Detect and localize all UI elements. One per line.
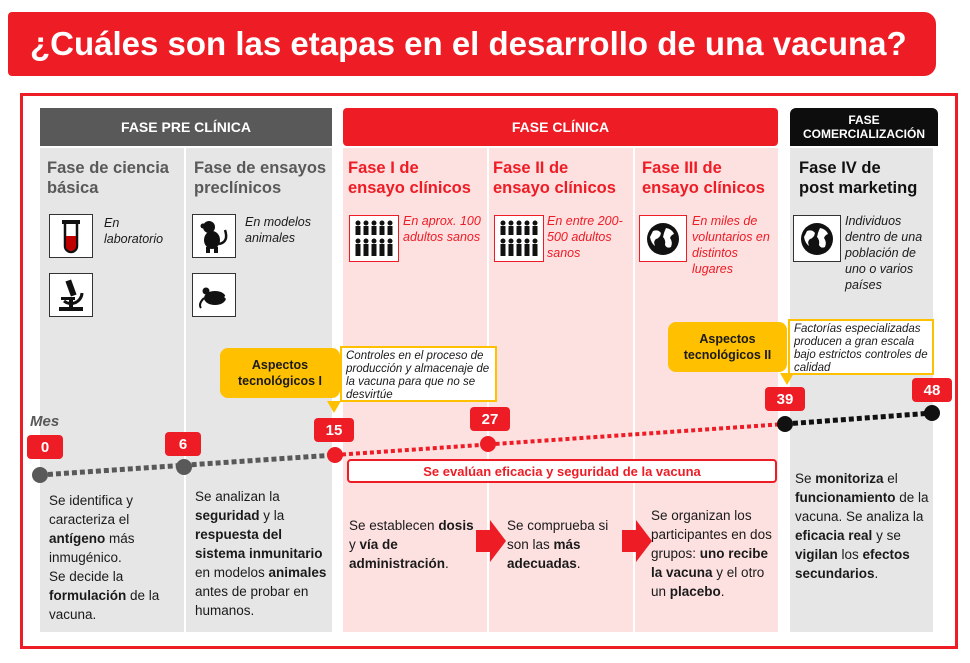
aspects-tech-1-callout: Aspectos tecnológicos I bbox=[220, 348, 340, 398]
month-badge: 48 bbox=[912, 378, 952, 402]
timeline-point bbox=[480, 436, 496, 452]
icon-note-basic-science: En laboratorio bbox=[104, 216, 164, 246]
aspects-tech-2-callout: Aspectos tecnológicos II bbox=[668, 322, 787, 372]
page-title: ¿Cuáles son las etapas en el desarrollo de una vacuna? bbox=[8, 12, 936, 76]
icon-note-phase-1: En aprox. 100 adultos sanos bbox=[403, 214, 481, 244]
phase-title-line: Fase III de bbox=[642, 159, 722, 177]
phase-title-line: post marketing bbox=[799, 179, 918, 197]
icon-note-phase-3: En miles de voluntarios en distintos lugares bbox=[692, 214, 770, 276]
phase-title-line: ensayo clínicos bbox=[493, 179, 616, 197]
header-clinical-phase: FASE CLÍNICA bbox=[343, 108, 778, 146]
month-badge: 27 bbox=[470, 407, 510, 431]
timeline-segment-clinical bbox=[335, 424, 785, 455]
phase-title-line: Fase de ensayos bbox=[194, 159, 327, 177]
timeline-point bbox=[327, 447, 343, 463]
timeline-point bbox=[924, 405, 940, 421]
phase-title-line: preclínicos bbox=[194, 179, 282, 197]
header-commercial-line-2: COMERCIALIZACIÓN bbox=[803, 127, 925, 141]
timeline-point bbox=[32, 467, 48, 483]
phase-title-line: Fase I de bbox=[348, 159, 419, 177]
aspects-tech-2-note: Factorías especializadas producen a gran escala bajo estrictos controles de calidad bbox=[788, 319, 934, 375]
phase-title-line: Fase de ciencia bbox=[47, 159, 169, 177]
phase-title-line: ensayo clínicos bbox=[348, 179, 471, 197]
description-phase-3: Se organizan los participantes en dos grupos: uno recibe la vacuna y el otro un placebo. bbox=[651, 508, 772, 599]
month-badge: 15 bbox=[314, 418, 354, 442]
header-commercial-line-1: FASE bbox=[848, 113, 880, 127]
phase-title-line: ensayo clínicos bbox=[642, 179, 765, 197]
month-badge: 0 bbox=[27, 435, 63, 459]
phase-title-line: Fase IV de bbox=[799, 159, 881, 177]
aspects-tech-1-note: Controles en el proceso de producción y almacenaje de la vacuna para que no se desvirtúe bbox=[340, 346, 497, 402]
phase-title-line: Fase II de bbox=[493, 159, 569, 177]
timeline-segment-commercial bbox=[785, 413, 932, 424]
month-badge: 39 bbox=[765, 387, 805, 411]
phase-title-line: básica bbox=[47, 179, 99, 197]
description-phase-1: Se establecen dosis y vía de administración. bbox=[349, 518, 474, 571]
description-phase-2: Se comprueba si son las más adecuadas. bbox=[507, 518, 609, 571]
description-preclinical: Se analizan la seguridad y la respuesta del sistema inmunitario en modelos animales antes de probar en humanos. bbox=[195, 489, 327, 618]
header-preclinical-phase: FASE PRE CLÍNICA bbox=[40, 108, 332, 146]
icon-note-preclinical: En modelos animales bbox=[245, 215, 312, 245]
description-phase-4: Se monitoriza el funcionamiento de la vacuna. Se analiza la eficacia real y se vigilan los efectos secundarios. bbox=[795, 471, 929, 581]
arrow-right-icon bbox=[622, 520, 652, 562]
timeline-label: Mes bbox=[30, 413, 60, 430]
description-basic-science: Se identifica y caracteriza el antígeno más inmugénico. Se decide la formulación de la vacuna. bbox=[49, 493, 160, 622]
icon-note-phase-4: Individuos dentro de una población de uno o varios países bbox=[845, 214, 923, 292]
timeline-point bbox=[176, 459, 192, 475]
arrow-right-icon bbox=[476, 520, 506, 562]
timeline-point bbox=[777, 416, 793, 432]
month-badge: 6 bbox=[165, 432, 201, 456]
efficacy-banner: Se evalúan eficacia y seguridad de la vacuna bbox=[347, 459, 777, 483]
icon-note-phase-2: En entre 200-500 adultos sanos bbox=[547, 214, 623, 260]
